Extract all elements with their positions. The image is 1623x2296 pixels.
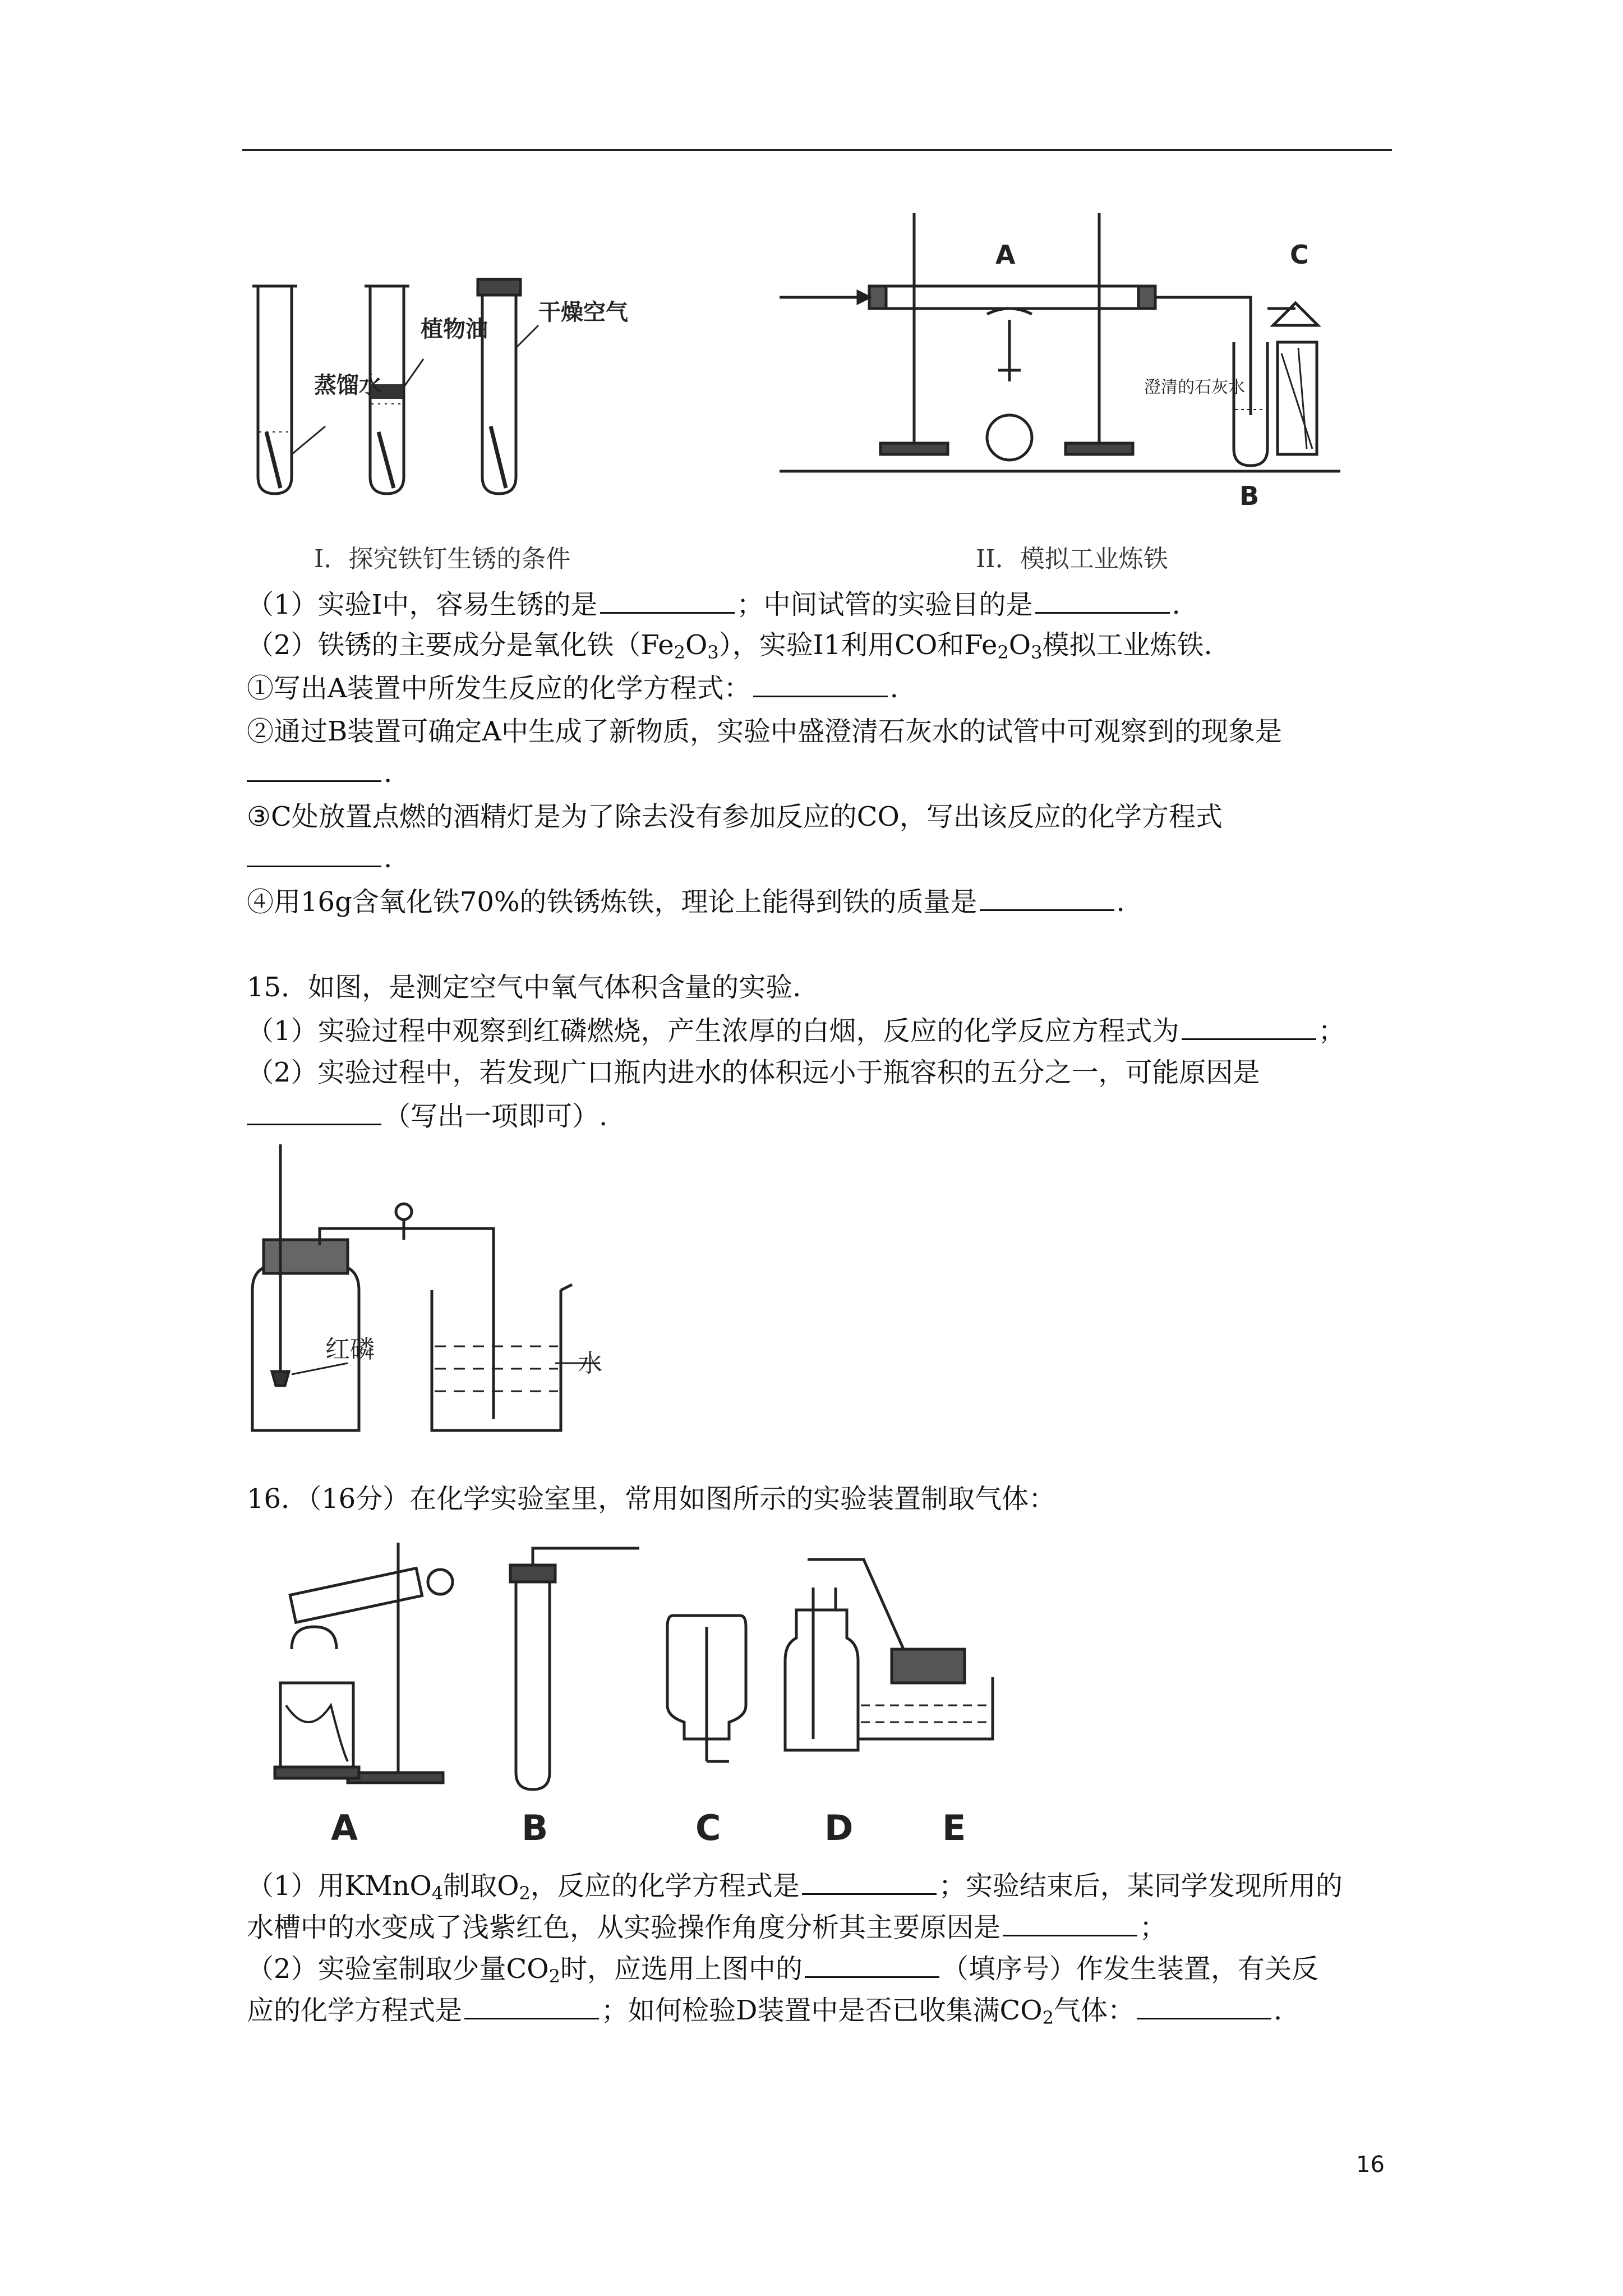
label-vegetable-oil: 植物油 [421,316,488,342]
answer-blank[interactable] [1137,1993,1271,2019]
q15-part2: （2）实验过程中，若发现广口瓶内进水的体积远小于瓶容积的五分之一，可能原因是 [247,1057,1260,1088]
apparatus-label-c: C [695,1807,721,1848]
label-distilled-water: 蒸馏水 [314,372,381,398]
apparatus-label-a: A [331,1807,358,1848]
caption-smelting: II．模拟工业炼铁 [976,545,1168,573]
q16-part1: （1）用KMnO$_4$制取$O_2$，反应的化学方程式是 ；实验结束后，某同学发现所用的 [247,1868,1343,1911]
figure-gas-apparatus [247,1537,1122,1851]
answer-blank[interactable] [753,671,888,697]
figure-iron-smelting [780,202,1352,516]
label-dry-air: 干燥空气 [538,300,628,325]
caption-rusting: I．探究铁钉生锈的条件 [314,545,571,573]
q14-sub2: ②通过B装置可确定A中生成了新物质，实验中盛澄清石灰水的试管中可观察到的现象是 [247,716,1282,747]
answer-blank[interactable] [805,1952,939,1978]
page-number: 16 [1356,2152,1385,2178]
q14-sub3: ③C处放置点燃的酒精灯是为了除去没有参加反应的CO，写出该反应的化学方程式 [247,801,1223,832]
label-limewater: 澄清的石灰水 [1144,378,1245,397]
answer-blank[interactable] [247,1099,381,1125]
q14-sub1: ①写出A装置中所发生反应的化学方程式： . [247,670,898,706]
apparatus-label-d: D [824,1807,854,1848]
label-c-burner: C [1290,240,1309,270]
q15-part1: （1）实验过程中观察到红磷燃烧，产生浓厚的白烟，反应的化学反应方程式为 ； [247,1013,1345,1049]
q15-title: 15．如图，是测定空气中氧气体积含量的实验. [247,972,801,1003]
figure-rusting-test-tubes [236,264,639,510]
q16-part2: （2）实验室制取少量$CO_2$时，应选用上图中的 （填序号）作发生装置，有关反 [247,1951,1318,1994]
answer-blank[interactable] [980,885,1114,911]
label-red-phosphorus: 红磷 [325,1335,375,1364]
header-rule [242,149,1392,151]
answer-blank[interactable] [1003,1910,1137,1936]
answer-blank[interactable] [600,587,735,614]
answer-blank[interactable] [247,756,381,782]
q16-title: 16．（16分）在化学实验室里，常用如图所示的实验装置制取气体： [247,1483,1056,1515]
apparatus-label-e: E [942,1807,966,1848]
answer-blank[interactable] [247,841,381,867]
label-b-tube: B [1239,481,1260,511]
label-water: 水 [578,1349,602,1378]
answer-blank[interactable] [1182,1014,1316,1040]
q16-part2-cont: 应的化学方程式是 ；如何检验D装置中是否已收集满$CO_2$气体： . [247,1993,1282,2036]
q14-part2: （2）铁锈的主要成分是氧化铁$(Fe_2O_3)$，实验I1利用CO和$Fe_2O_3$模拟工业炼铁. [247,629,1212,663]
answer-blank[interactable] [464,1993,599,2019]
q14-part1: （1）实验I中，容易生锈的是 ；中间试管的实验目的是 . [247,587,1181,623]
q14-sub4: ④用16g含氧化铁70%的铁锈炼铁，理论上能得到铁的质量是 . [247,884,1125,920]
q16-part1-cont: 水槽中的水变成了浅紫红色，从实验操作角度分析其主要原因是 ； [247,1910,1166,1945]
apparatus-label-b: B [522,1807,548,1848]
q14-sub3-blank: . [247,840,392,876]
label-a-tube: A [995,240,1016,270]
answer-blank[interactable] [802,1869,937,1895]
figure-oxygen-apparatus [241,1144,634,1447]
answer-blank[interactable] [1035,587,1170,614]
q14-sub2-blank: . [247,755,392,791]
q15-part2-blank: （写出一项即可）. [247,1098,607,1134]
